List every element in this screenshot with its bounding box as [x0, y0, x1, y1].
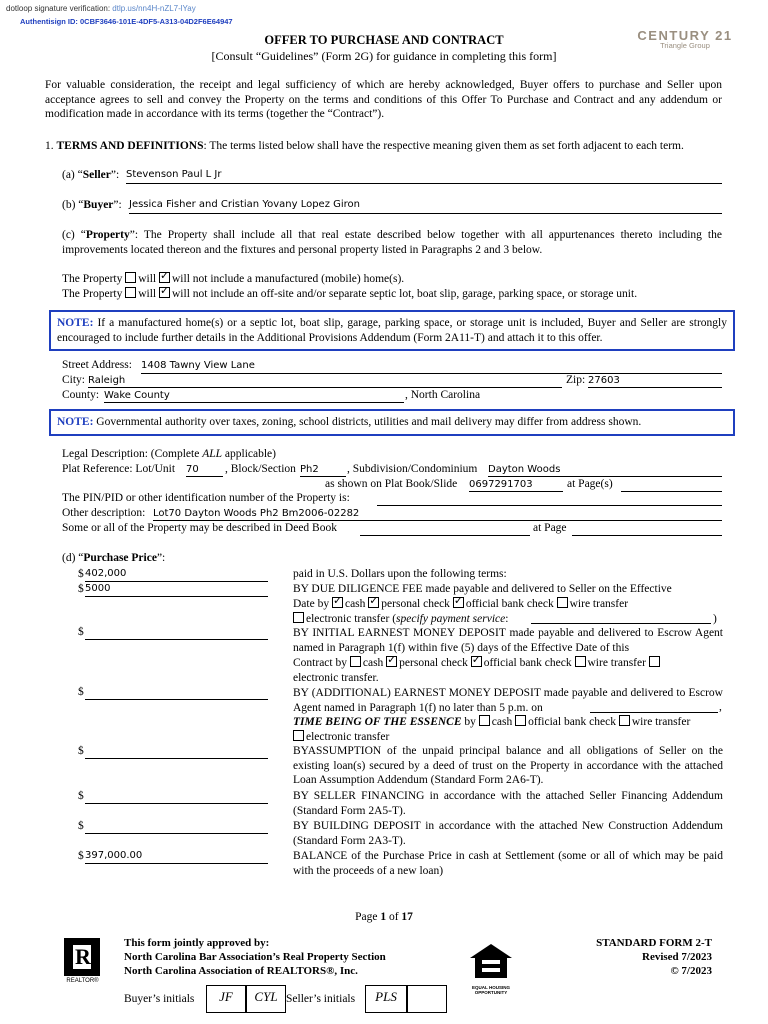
- zip-field[interactable]: [588, 375, 722, 388]
- plat-book-field[interactable]: [469, 479, 563, 492]
- subdivision-label: , Subdivision/Condominium: [347, 463, 478, 475]
- offsite-line: The Property will ✓ will not include an off-site and/or separate septic lot, boat slip, garage, parking space, or storage unit.: [62, 287, 637, 302]
- em-electronic-checkbox[interactable]: [649, 656, 660, 667]
- dollar-sign: $: [78, 850, 84, 862]
- note-label: NOTE:: [57, 416, 94, 428]
- assumption-amount[interactable]: [85, 745, 268, 759]
- dd-electronic-checkbox[interactable]: [293, 612, 304, 623]
- other-description-value: Lot70 Dayton Woods Ph2 Bm2006-02282: [153, 508, 360, 519]
- state-label: , North Carolina: [405, 389, 481, 401]
- buyer-initials-box-1[interactable]: [206, 985, 246, 1013]
- dollar-sign: $: [78, 820, 84, 832]
- aem-electronic-checkbox[interactable]: [293, 730, 304, 741]
- form-revised: Revised 7/2023: [642, 951, 712, 963]
- city-field[interactable]: [88, 375, 562, 388]
- will-not-include-checkbox[interactable]: [159, 272, 170, 283]
- street-field[interactable]: [141, 360, 722, 374]
- note-label: NOTE:: [57, 317, 94, 329]
- offsite-will-not-checkbox[interactable]: [159, 287, 170, 298]
- dollar-sign: $: [78, 745, 84, 757]
- purchase-price-value: 402,000: [85, 568, 127, 579]
- approved-line-1: This form jointly approved by:: [124, 937, 270, 949]
- plat-reference-label: Plat Reference: Lot/Unit: [62, 463, 176, 475]
- will-include-checkbox[interactable]: [125, 272, 136, 283]
- legal-description-label: Legal Description: (Complete ALL applicable): [62, 448, 276, 460]
- eho-text: EQUAL HOUSING OPPORTUNITY: [472, 985, 510, 995]
- block-value: Ph2: [300, 464, 319, 475]
- section-title: TERMS AND DEFINITIONS: [56, 140, 204, 152]
- city-value: Raleigh: [88, 375, 126, 386]
- buyer-initials-label: Buyer’s initials: [124, 993, 195, 1005]
- additional-earnest-date-field[interactable]: [590, 700, 718, 713]
- note-governmental: NOTE: Governmental authority over taxes, zoning, school districts, utilities and mail delivery may differ from address shown.: [49, 409, 735, 436]
- zip-value: 27603: [588, 375, 620, 386]
- buyer-label: (b) “Buyer”:: [62, 199, 122, 211]
- building-deposit-text: BY BUILDING DEPOSIT in accordance with the attached New Construction Addendum (Standard Form 2A3-T).: [293, 820, 723, 847]
- seller-initials-box-2[interactable]: [407, 985, 447, 1013]
- aem-bank-check-checkbox[interactable]: [515, 715, 526, 726]
- approved-line-2: North Carolina Bar Association’s Real Property Section: [124, 951, 386, 963]
- equal-housing-logo: [466, 942, 516, 995]
- approval-block: [124, 936, 386, 978]
- form-title: OFFER TO PURCHASE AND CONTRACT: [264, 33, 504, 47]
- zip-label: Zip:: [566, 374, 586, 386]
- dollar-sign: $: [78, 568, 84, 580]
- dotloop-link[interactable]: dtlp.us/nn4H-nZL7-lYay: [112, 4, 196, 13]
- plat-book-value: 0697291703: [469, 479, 533, 490]
- buyer-field[interactable]: [129, 199, 722, 214]
- pin-label: The PIN/PID or other identification number of the Property is:: [62, 492, 350, 504]
- lot-field[interactable]: [186, 464, 223, 477]
- brand-name: CENTURY 21: [637, 28, 733, 43]
- plat-book-label: as shown on Plat Book/Slide: [325, 478, 458, 490]
- property-definition: (c) “Property”: The Property shall include all that real estate described below together with all appurtenances thereto including the improvements located thereon and the fixtures and personal property listed in Paragraphs 2 and 3 below.: [62, 229, 722, 256]
- comma: ,: [719, 701, 722, 713]
- additional-earnest-methods: TIME BEING OF THE ESSENCE by cash official bank check wire transfer: [293, 716, 691, 728]
- purchase-price-label: (d) “Purchase Price”:: [62, 552, 166, 564]
- manufactured-home-line: The Property will ✓ will not include a manufactured (mobile) home(s).: [62, 272, 404, 287]
- dd-wire-checkbox[interactable]: [557, 597, 568, 608]
- due-diligence-value: 5000: [85, 583, 111, 594]
- dollar-sign: $: [78, 626, 84, 638]
- seller-label: (a) “Seller”:: [62, 169, 120, 181]
- form-copyright: © 7/2023: [670, 965, 712, 977]
- county-value: Wake County: [104, 390, 170, 401]
- building-deposit-amount[interactable]: [85, 820, 268, 834]
- form-subtitle: [Consult “Guidelines” (Form 2G) for guidance in completing this form]: [211, 49, 557, 63]
- assumption-text: BYASSUMPTION of the unpaid principal balance and all obligations of Seller on the existing loan(s) secured by a deed of trust on the Property in accordance with the attached Loan Assumption Addendum (Standard Form 2A6-T).: [293, 745, 723, 786]
- em-bank-check-checkbox[interactable]: [471, 656, 482, 667]
- authentisign-id: Authentisign ID: 0CBF3646-101E-4DF5-A313-04D2F6E64947: [20, 17, 233, 26]
- dollar-sign: $: [78, 686, 84, 698]
- due-diligence-amount[interactable]: [85, 583, 268, 597]
- form-number: STANDARD FORM 2-T: [596, 937, 712, 949]
- dd-cash-checkbox[interactable]: [332, 597, 343, 608]
- due-diligence-electronic: electronic transfer (specify payment service: ): [293, 612, 723, 627]
- note-manufactured: NOTE: If a manufactured home(s) or a septic lot, boat slip, garage, parking space, or storage unit is included, Buyer and Seller are strongly encouraged to include further details in the Additional Provisions Addendum (Form 2A11-T) and attach it to this offer.: [49, 310, 735, 351]
- subdivision-field[interactable]: [488, 464, 722, 477]
- pin-field[interactable]: [377, 493, 722, 506]
- dd-bank-check-checkbox[interactable]: [453, 597, 464, 608]
- county-label: County:: [62, 389, 100, 401]
- section-intro: : The terms listed below shall have the respective meaning given them as set forth adjacent to each term.: [203, 140, 684, 152]
- deed-page-field[interactable]: [572, 523, 722, 536]
- dd-personal-check-checkbox[interactable]: [368, 597, 379, 608]
- offsite-will-checkbox[interactable]: [125, 287, 136, 298]
- realtor-text: REALTOR®: [66, 978, 99, 984]
- buyer-initial-jf: JF: [219, 989, 233, 1004]
- at-pages-label: at Page(s): [567, 478, 613, 490]
- county-field[interactable]: [104, 390, 404, 403]
- lot-value: 70: [186, 464, 199, 475]
- other-description-field[interactable]: [153, 508, 722, 521]
- other-description-label: Other description:: [62, 507, 146, 519]
- seller-value: Stevenson Paul L Jr: [126, 169, 222, 180]
- buyer-initials-box-2[interactable]: [246, 985, 286, 1013]
- deed-book-field[interactable]: [360, 523, 530, 536]
- balance-value: 397,000.00: [85, 850, 143, 861]
- block-label: , Block/Section: [225, 463, 296, 475]
- realtor-logo: R REALTOR®: [60, 938, 105, 988]
- initial-earnest-amount[interactable]: [85, 626, 268, 640]
- city-label: City:: [62, 374, 86, 386]
- due-diligence-text: BY DUE DILIGENCE FEE made payable and delivered to Seller on the Effective: [293, 583, 672, 595]
- page-number: Page 1 of 17: [355, 911, 413, 923]
- seller-financing-amount[interactable]: [85, 790, 268, 804]
- em-personal-check-checkbox[interactable]: [386, 656, 397, 667]
- aem-wire-checkbox[interactable]: [619, 715, 630, 726]
- initial-earnest-text: BY INITIAL EARNEST MONEY DEPOSIT made payable and delivered to Escrow Agent named in Paragraph 1(f) within five (5) days of the Effective Date of this: [293, 627, 723, 654]
- initial-earnest-electronic: electronic transfer.: [293, 672, 379, 684]
- seller-field[interactable]: [126, 169, 722, 184]
- em-wire-checkbox[interactable]: [575, 656, 586, 667]
- buyer-initial-cyl: CYL: [254, 989, 278, 1004]
- payment-service-field[interactable]: [531, 623, 711, 624]
- section-number: 1.: [45, 140, 54, 152]
- street-value: 1408 Tawny View Lane: [141, 360, 255, 371]
- seller-initials-box-1[interactable]: [365, 985, 407, 1013]
- due-diligence-methods: Date by ✓ cash ✓ personal check ✓ official bank check wire transfer: [293, 597, 723, 612]
- em-cash-checkbox[interactable]: [350, 656, 361, 667]
- dollar-sign: $: [78, 790, 84, 802]
- street-label: Street Address:: [62, 359, 132, 371]
- seller-financing-text: BY SELLER FINANCING in accordance with the attached Seller Financing Addendum (Standard Form 2A5-T).: [293, 790, 723, 817]
- initial-earnest-methods: Contract by cash ✓ personal check ✓ official bank check wire transfer: [293, 656, 733, 671]
- deed-page-label: at Page: [533, 522, 567, 534]
- additional-earnest-text: BY (ADDITIONAL) EARNEST MONEY DEPOSIT made payable and delivered to Escrow Agent named in Paragraph 1(f) no later than 5 p.m. on: [293, 687, 723, 714]
- purchase-price-amount[interactable]: [85, 568, 268, 582]
- seller-initials-label: Seller’s initials: [286, 993, 356, 1005]
- buyer-value: Jessica Fisher and Cristian Yovany Lopez Giron: [129, 199, 361, 210]
- aem-cash-checkbox[interactable]: [479, 715, 490, 726]
- subdivision-value: Dayton Woods: [488, 464, 561, 475]
- approved-line-3: North Carolina Association of REALTORS®, Inc.: [124, 965, 358, 977]
- house-icon: [466, 942, 516, 980]
- brand-sub: Triangle Group: [660, 41, 710, 50]
- deed-book-label: Some or all of the Property may be described in Deed Book: [62, 522, 337, 534]
- form-info: [560, 936, 712, 978]
- seller-initial: PLS: [375, 989, 397, 1004]
- intro-paragraph: For valuable consideration, the receipt and legal sufficiency of which are hereby acknowledged, Buyer offers to purchase and Seller upon acceptance agrees to sell and convey the Property on the terms and conditions of this Offer To Purchase and Contract and any addendum or modification made in accordance with its terms (together the “Contract”).: [45, 79, 722, 120]
- block-field[interactable]: [300, 464, 346, 477]
- price-terms-intro: paid in U.S. Dollars upon the following terms:: [293, 568, 507, 580]
- section1-heading: [45, 139, 722, 154]
- dotloop-verification: [6, 4, 196, 13]
- balance-text: BALANCE of the Purchase Price in cash at Settlement (some or all of which may be paid with the proceeds of a new loan): [293, 850, 723, 877]
- dotloop-prefix: dotloop signature verification:: [6, 4, 111, 13]
- balance-amount[interactable]: [85, 850, 268, 864]
- additional-earnest-amount[interactable]: [85, 686, 268, 700]
- plat-page-field[interactable]: [621, 479, 722, 492]
- century21-logo: [620, 28, 750, 50]
- additional-earnest-electronic: electronic transfer: [293, 730, 389, 745]
- dollar-sign: $: [78, 583, 84, 595]
